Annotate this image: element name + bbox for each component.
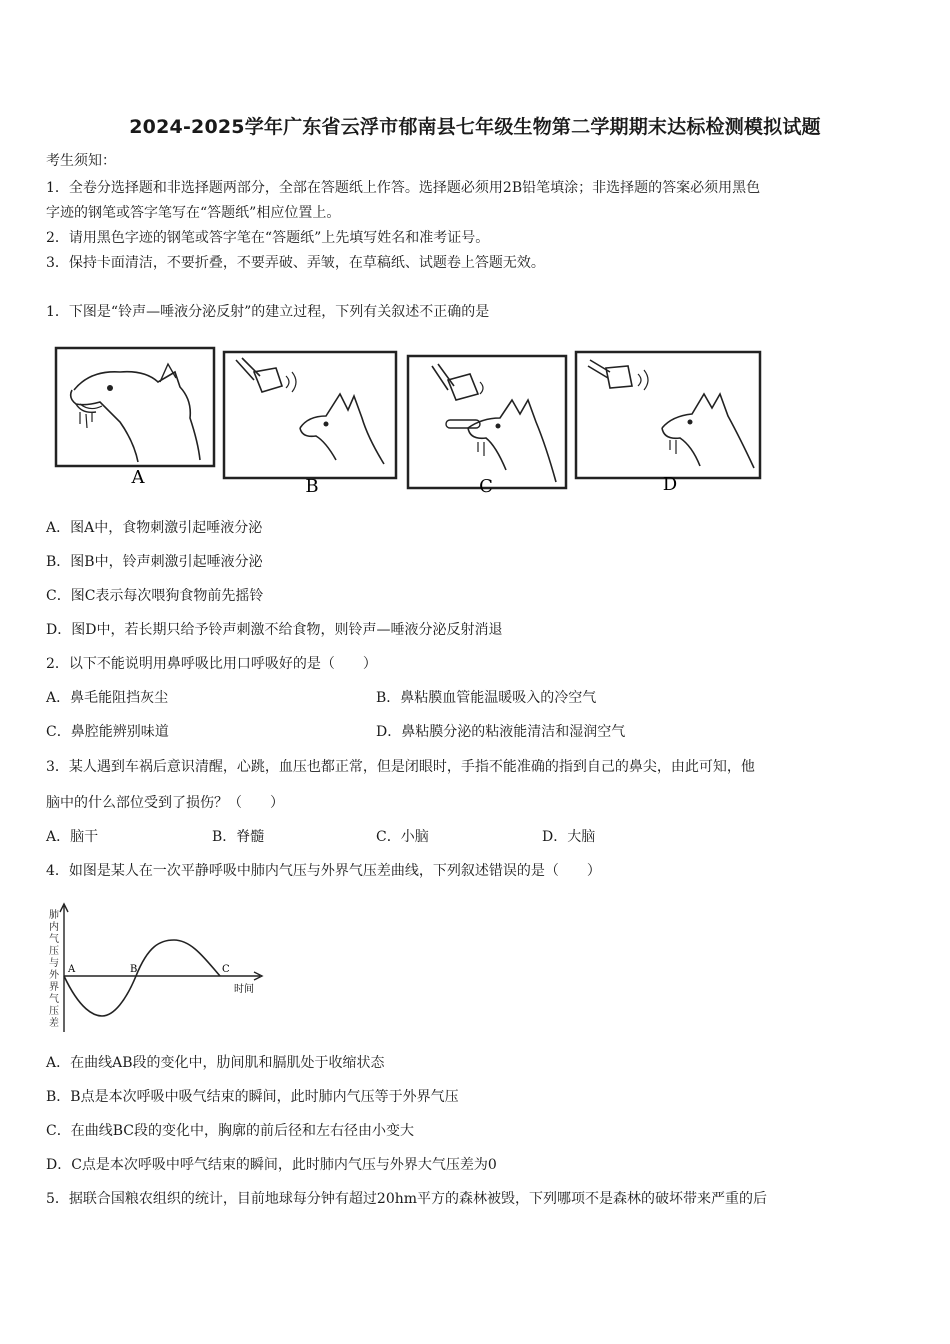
y-label-char: 气 [49, 934, 59, 945]
q4-pressure-graph [44, 900, 274, 1040]
notice-item-1: 1．全卷分选择题和非选择题两部分，全部在答题纸上作答。选择题必须用2B铅笔填涂；非选择题的答案必须用黑色 [46, 180, 761, 196]
q1-dog-figure [50, 342, 766, 500]
q2-option-b: B．鼻粘膜血管能温暖吸入的冷空气 [376, 690, 597, 706]
q4-option-a: A．在曲线AB段的变化中，肋间肌和膈肌处于收缩状态 [46, 1055, 385, 1071]
panel-c [408, 356, 566, 488]
q5-stem: 5．据联合国粮农组织的统计，目前地球每分钟有超过20hm平方的森林被毁，下列哪项不是森林的破坏带来严重的后 [46, 1191, 768, 1207]
q2-option-a: A．鼻毛能阻挡灰尘 [46, 690, 169, 706]
q2-option-d: D．鼻粘膜分泌的粘液能清洁和湿润空气 [376, 724, 626, 740]
panel-c-label: C [479, 476, 493, 497]
panel-a-label: A [131, 467, 145, 488]
y-label-char: 差 [49, 1018, 59, 1029]
q4-option-c: C．在曲线BC段的变化中，胸廓的前后径和左右径由小变大 [46, 1123, 414, 1139]
point-b-label: B [130, 964, 138, 975]
notice-heading: 考生须知： [46, 153, 116, 169]
y-label-char: 气 [49, 994, 59, 1005]
q2-option-c: C．鼻腔能辨别味道 [46, 724, 169, 740]
q1-option-a: A．图A中，食物刺激引起唾液分泌 [46, 520, 263, 536]
q1-option-c: C．图C表示每次喂狗食物前先摇铃 [46, 588, 264, 604]
notice-item-2: 2．请用黑色字迹的钢笔或答字笔在“答题纸”上先填写姓名和准考证号。 [46, 230, 490, 246]
panel-b [224, 352, 396, 478]
point-c-label: C [222, 964, 230, 975]
q3-option-c: C．小脑 [376, 829, 429, 845]
point-a-label: A [68, 964, 76, 975]
q3-stem-line2: 脑中的什么部位受到了损伤？（ ） [46, 795, 284, 811]
q1-option-d: D．图D中，若长期只给予铃声刺激不给食物，则铃声—唾液分泌反射消退 [46, 622, 503, 638]
q3-option-b: B．脊髓 [212, 829, 265, 845]
q1-option-b: B．图B中，铃声刺激引起唾液分泌 [46, 554, 263, 570]
y-label-char: 压 [49, 1006, 59, 1017]
q2-stem: 2．以下不能说明用鼻呼吸比用口呼吸好的是（ ） [46, 656, 377, 672]
y-label-char: 与 [49, 958, 59, 969]
q3-stem-line1: 3．某人遇到车祸后意识清醒，心跳，血压也都正常，但是闭眼时，手指不能准确的指到自己的鼻尖，由此可知，他 [46, 759, 755, 775]
q4-option-b: B．B点是本次呼吸中吸气结束的瞬间，此时肺内气压等于外界气压 [46, 1089, 459, 1105]
q4-stem: 4．如图是某人在一次平静呼吸中肺内气压与外界气压差曲线，下列叙述错误的是（ ） [46, 863, 601, 879]
y-label-char: 压 [49, 946, 59, 957]
y-label-char: 肺 [49, 910, 59, 921]
q3-option-a: A．脑干 [46, 829, 99, 845]
panel-a [56, 348, 214, 466]
pressure-curve [64, 940, 220, 1016]
q3-option-d: D．大脑 [542, 829, 596, 845]
page-title: 2024-2025学年广东省云浮市郁南县七年级生物第二学期期末达标检测模拟试题 [129, 116, 821, 138]
panel-d-label: D [662, 474, 678, 495]
q4-option-d: D．C点是本次呼吸中呼气结束的瞬间，此时肺内气压与外界大气压差为0 [46, 1157, 497, 1173]
notice-item-1-cont: 字迹的钢笔或答字笔写在“答题纸”相应位置上。 [46, 205, 341, 221]
panel-b-label: B [305, 476, 319, 497]
y-label-char: 界 [49, 982, 59, 993]
x-axis-label: 时间 [234, 984, 254, 995]
y-label-char: 外 [49, 970, 59, 981]
notice-item-3: 3．保持卡面清洁，不要折叠，不要弄破、弄皱，在草稿纸、试题卷上答题无效。 [46, 255, 545, 271]
panel-d [576, 352, 760, 478]
q1-stem: 1．下图是“铃声—唾液分泌反射”的建立过程，下列有关叙述不正确的是 [46, 304, 490, 320]
y-label-char: 内 [49, 922, 59, 933]
